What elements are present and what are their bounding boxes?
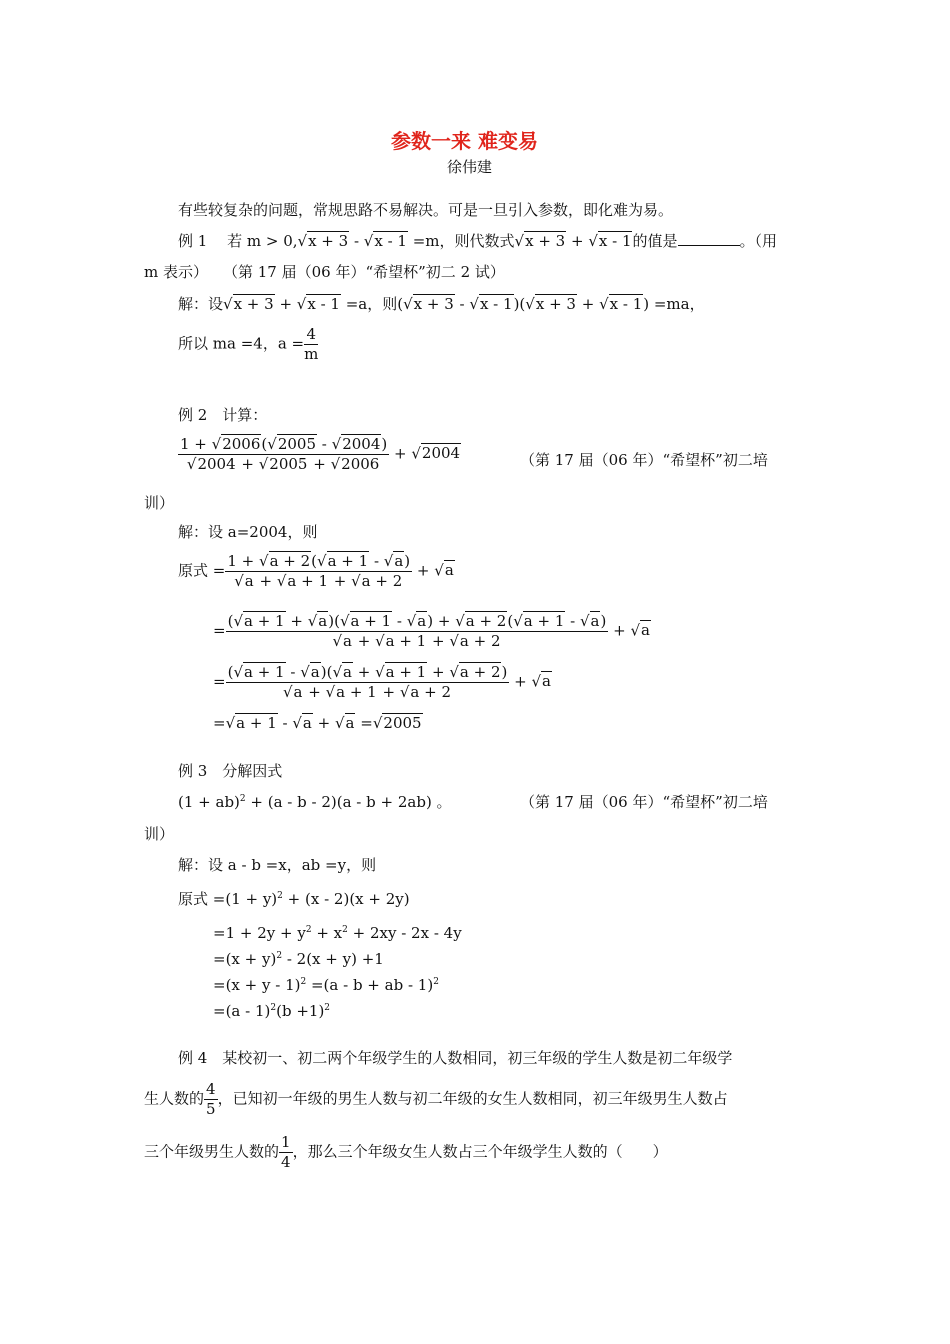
example-1-result bbox=[178, 325, 318, 364]
text: 三个年级男生人数的 bbox=[144, 1142, 280, 1161]
numerator: 1 + √2006(√2005 - √2004) bbox=[180, 435, 388, 453]
radicand: a + 2 bbox=[269, 552, 311, 570]
op: + bbox=[389, 444, 412, 463]
radicand: 2004 bbox=[197, 454, 236, 473]
exponent: 2 bbox=[324, 1003, 331, 1013]
text: =1 + 2y + y bbox=[213, 924, 306, 942]
example-3-source: （第 17 届（06 年）“希望杯”初二培 bbox=[520, 793, 768, 811]
numerator: (√a + 1 - √a)(√a + √a + 1 + √a + 2) bbox=[227, 663, 508, 681]
text: (b +1) bbox=[276, 1002, 325, 1020]
radicand: 2006 bbox=[222, 435, 261, 453]
radicand: a + 1 bbox=[385, 631, 427, 650]
example-4-line-1: 例 4 某校初一、初二两个年级学生的人数相同，初三年级的学生人数是初二年级学 bbox=[178, 1049, 733, 1067]
op: + bbox=[509, 672, 532, 691]
op: ( bbox=[311, 552, 318, 570]
radicand: a bbox=[417, 612, 427, 630]
example-2-solution: 解：设 a=2004，则 bbox=[178, 523, 318, 541]
op: ) bbox=[600, 612, 607, 630]
example-1-problem: 例 1 若 m > 0,√x + 3 - √x - 1 =m，则代数式√x + 3 + √x - 1的值是 。（用 bbox=[178, 232, 778, 250]
exponent: 2 bbox=[342, 925, 348, 935]
text: 的值是 bbox=[632, 232, 678, 250]
denominator: √a + √a + 1 + √a + 2 bbox=[332, 631, 501, 650]
text: 原式 = bbox=[178, 561, 226, 580]
op: ( bbox=[507, 612, 514, 630]
radicand: a bbox=[343, 631, 352, 650]
text: 生人数的 bbox=[144, 1089, 205, 1108]
text: )( bbox=[513, 295, 526, 313]
fraction bbox=[279, 1133, 293, 1172]
denominator: √2004 + √2005 + √2006 bbox=[186, 454, 380, 473]
denominator: √a + √a + 1 + √a + 2 bbox=[234, 571, 403, 590]
sqrt-x-minus-1: x - 1 bbox=[598, 232, 632, 250]
exponent: 2 bbox=[433, 977, 439, 987]
radicand: a + 1 bbox=[350, 612, 392, 630]
radicand: 2004 bbox=[342, 435, 381, 453]
example-1-source: m 表示） （第 17 届（06 年）“希望杯”初二 2 试） bbox=[144, 263, 505, 281]
text: + (a - b - 2)(a - b + 2ab) 。 bbox=[245, 793, 452, 811]
exponent: 2 bbox=[276, 951, 283, 961]
op: ) bbox=[328, 612, 335, 630]
op: - bbox=[565, 612, 580, 630]
op: ( bbox=[334, 612, 340, 630]
radicand: a bbox=[345, 714, 355, 732]
exponent: 2 bbox=[300, 977, 307, 987]
text: 原式 =(1 + y) bbox=[178, 890, 278, 908]
example-3-step-4 bbox=[213, 1002, 330, 1020]
text: 。（用 bbox=[739, 232, 778, 250]
example-2-source-cont: 训） bbox=[144, 494, 175, 512]
op: - bbox=[277, 714, 293, 732]
text: 若 m > 0, bbox=[227, 232, 298, 250]
numerator: 4 bbox=[206, 1080, 216, 1098]
text: =(x + y - 1) bbox=[213, 976, 301, 994]
sqrt-x-minus-1: x - 1 bbox=[307, 295, 340, 313]
fraction bbox=[178, 435, 389, 474]
radicand: a bbox=[590, 612, 600, 630]
example-4-line-2 bbox=[144, 1080, 728, 1119]
numerator: 1 bbox=[281, 1133, 291, 1151]
radicand: a bbox=[293, 682, 303, 701]
radicand: a + 2 bbox=[361, 571, 403, 590]
radicand: 2004 bbox=[421, 444, 461, 463]
radicand: a + 1 bbox=[327, 552, 369, 570]
op: - bbox=[349, 232, 364, 250]
example-3-step-0 bbox=[178, 888, 410, 909]
text: = bbox=[360, 714, 373, 732]
denominator: √a + √a + 1 + √a + 2 bbox=[282, 682, 451, 701]
example-3-label: 例 3 分解因式 bbox=[178, 762, 283, 780]
text: + x bbox=[311, 924, 343, 942]
example-2-step-4: =√a + 1 - √a + √a =√2005 bbox=[213, 714, 422, 732]
radicand: a + 2 bbox=[459, 631, 501, 650]
sqrt-x-plus-3: x + 3 bbox=[535, 295, 576, 313]
op: ( bbox=[227, 612, 234, 630]
example-2-source: （第 17 届（06 年）“希望杯”初二培 bbox=[520, 451, 768, 469]
text: =(a - 1) bbox=[213, 1002, 271, 1020]
radicand: a bbox=[318, 612, 328, 630]
denominator: 4 bbox=[281, 1152, 291, 1171]
radicand: 2005 bbox=[277, 435, 317, 453]
text: ) =ma， bbox=[643, 295, 705, 313]
op: + bbox=[308, 454, 331, 473]
radicand: a bbox=[310, 663, 320, 681]
op: ) bbox=[427, 612, 434, 630]
text: - 2(x + y) +1 bbox=[282, 950, 384, 968]
op: ) bbox=[404, 552, 411, 570]
fraction bbox=[225, 552, 412, 591]
author: 徐伟建 bbox=[447, 158, 493, 176]
numerator: 4 bbox=[304, 325, 318, 345]
radicand: a bbox=[302, 714, 312, 732]
op: + bbox=[433, 612, 456, 630]
radicand: 2005 bbox=[269, 454, 308, 473]
answer-blank bbox=[678, 245, 740, 246]
example-2-label: 例 2 计算： bbox=[178, 406, 268, 424]
text: 1 + bbox=[180, 435, 212, 453]
radicand: 2006 bbox=[341, 454, 380, 473]
text: 1 + bbox=[227, 552, 259, 570]
text: (1 + ab) bbox=[178, 793, 240, 811]
radicand: a + 1 bbox=[523, 612, 565, 630]
radicand: a bbox=[444, 561, 454, 580]
op: ) bbox=[320, 663, 327, 681]
op: + bbox=[352, 663, 376, 681]
op: - bbox=[454, 295, 470, 313]
op: + bbox=[608, 621, 631, 640]
page-title: 参数一来 难变易 bbox=[391, 129, 538, 153]
radicand: a bbox=[343, 663, 352, 681]
exponent: 2 bbox=[277, 891, 283, 901]
example-2-step-2: = $\frac{(√a + 1 + √a)(√a + 1 - √a) + √a + 2(√a + 1 - √a)}{√a + √a + 1 + √a + 2}$ + √a bbox=[213, 612, 650, 650]
op: - bbox=[392, 612, 407, 630]
op: + bbox=[576, 295, 600, 313]
radicand: 2005 bbox=[383, 714, 422, 732]
text: ，那么三个年级女生人数占三个年级学生人数的（ ） bbox=[292, 1142, 668, 1161]
radicand: a + 2 bbox=[465, 612, 507, 630]
fraction bbox=[226, 663, 510, 702]
op: + bbox=[412, 561, 435, 580]
text: =(a - b + ab - 1) bbox=[306, 976, 434, 994]
example-3-problem bbox=[178, 791, 452, 812]
exponent: 2 bbox=[305, 925, 312, 935]
radicand: a + 1 bbox=[244, 612, 285, 630]
sqrt-x-minus-1: x - 1 bbox=[609, 295, 643, 313]
radicand: a + 2 bbox=[410, 682, 451, 701]
op: + bbox=[285, 612, 308, 630]
radicand: a bbox=[641, 621, 650, 640]
radicand: a + 1 bbox=[336, 682, 377, 701]
radicand: a + 1 bbox=[236, 714, 277, 732]
radicand: a + 2 bbox=[459, 663, 501, 681]
radicand: a bbox=[244, 571, 254, 590]
text: =(x + y) bbox=[213, 950, 277, 968]
radicand: a bbox=[542, 672, 551, 691]
op: + bbox=[329, 571, 352, 590]
op: + bbox=[303, 682, 326, 701]
exponent: 2 bbox=[239, 794, 246, 804]
op: + bbox=[566, 232, 589, 250]
sqrt-x-plus-3: x + 3 bbox=[308, 232, 349, 250]
example-3-solution: 解：设 a - b =x，ab =y，则 bbox=[178, 856, 377, 874]
sqrt-x-minus-1: x - 1 bbox=[479, 295, 513, 313]
sqrt-x-plus-3: x + 3 bbox=[413, 295, 454, 313]
op: + bbox=[254, 571, 277, 590]
example-3-step-1 bbox=[213, 924, 462, 942]
sqrt-x-plus-3: x + 3 bbox=[525, 232, 566, 250]
radicand: a bbox=[394, 552, 404, 570]
op: + bbox=[236, 454, 259, 473]
op: ( bbox=[261, 435, 268, 453]
sqrt-x-minus-1: x - 1 bbox=[374, 232, 407, 250]
text: =a，则( bbox=[340, 295, 404, 313]
example-3-step-2 bbox=[213, 950, 384, 968]
sqrt-x-plus-3: x + 3 bbox=[233, 295, 274, 313]
op: + bbox=[312, 714, 335, 732]
example-2-expression: $\frac{1 + √2006(√2005 - √2004)}{√2004 + √2005 + √2006}$ + √2004 bbox=[180, 435, 461, 473]
text: = bbox=[213, 714, 226, 732]
op: + bbox=[427, 663, 450, 681]
text: ，已知初一年级的男生人数与初二年级的女生人数相同，初三年级男生人数占 bbox=[217, 1089, 728, 1108]
exponent: 2 bbox=[270, 1003, 277, 1013]
denominator: 5 bbox=[206, 1099, 216, 1118]
text: 所以 ma =4，a = bbox=[178, 334, 305, 353]
op: - bbox=[369, 552, 384, 570]
example-4-line-3 bbox=[144, 1133, 668, 1172]
text: = bbox=[213, 672, 226, 691]
example-3-step-3 bbox=[213, 976, 439, 994]
op: - bbox=[285, 663, 301, 681]
fraction bbox=[204, 1080, 218, 1119]
example-1-solution: 解：设√x + 3 + √x - 1 =a，则(√x + 3 - √x - 1)(√x + 3 + √x - 1) =ma， bbox=[178, 295, 705, 313]
op: ) bbox=[501, 663, 508, 681]
op: + bbox=[274, 295, 297, 313]
op: + bbox=[377, 682, 400, 701]
fraction bbox=[304, 325, 318, 364]
text: =m，则代数式 bbox=[407, 232, 515, 250]
radicand: a + 1 bbox=[385, 663, 427, 681]
op: ( bbox=[326, 663, 333, 681]
numerator: 1 + √a + 2(√a + 1 - √a) bbox=[227, 552, 411, 570]
op: ) bbox=[381, 435, 388, 453]
denominator: m bbox=[304, 344, 319, 363]
example-3-source-cont: 训） bbox=[144, 825, 175, 843]
op: ( bbox=[227, 663, 234, 681]
text: 解：设 bbox=[178, 295, 224, 313]
example-2-step-1: 原式 = $\frac{1 + √a + 2(√a + 1 - √a)}{√a + √a + 1 + √a + 2}$ + √a bbox=[178, 552, 454, 590]
op: + bbox=[427, 631, 450, 650]
radicand: a + 1 bbox=[244, 663, 285, 681]
example-2-step-3: = $\frac{(√a + 1 - √a)(√a + √a + 1 + √a + 2)}{√a + √a + 1 + √a + 2}$ + √a bbox=[213, 663, 551, 701]
text: + 2xy - 2x - 4y bbox=[347, 924, 462, 942]
op: - bbox=[317, 435, 332, 453]
radicand: a + 1 bbox=[287, 571, 328, 590]
numerator: (√a + 1 + √a)(√a + 1 - √a) + √a + 2(√a + 1 - √a) bbox=[227, 612, 607, 630]
text: + (x - 2)(x + 2y) bbox=[282, 890, 410, 908]
op: + bbox=[352, 631, 376, 650]
intro-paragraph: 有些较复杂的问题，常规思路不易解决。可是一旦引入参数，即化难为易。 bbox=[178, 201, 674, 219]
fraction bbox=[226, 612, 609, 651]
text: = bbox=[213, 621, 226, 640]
example-1-label: 例 1 bbox=[178, 232, 208, 250]
